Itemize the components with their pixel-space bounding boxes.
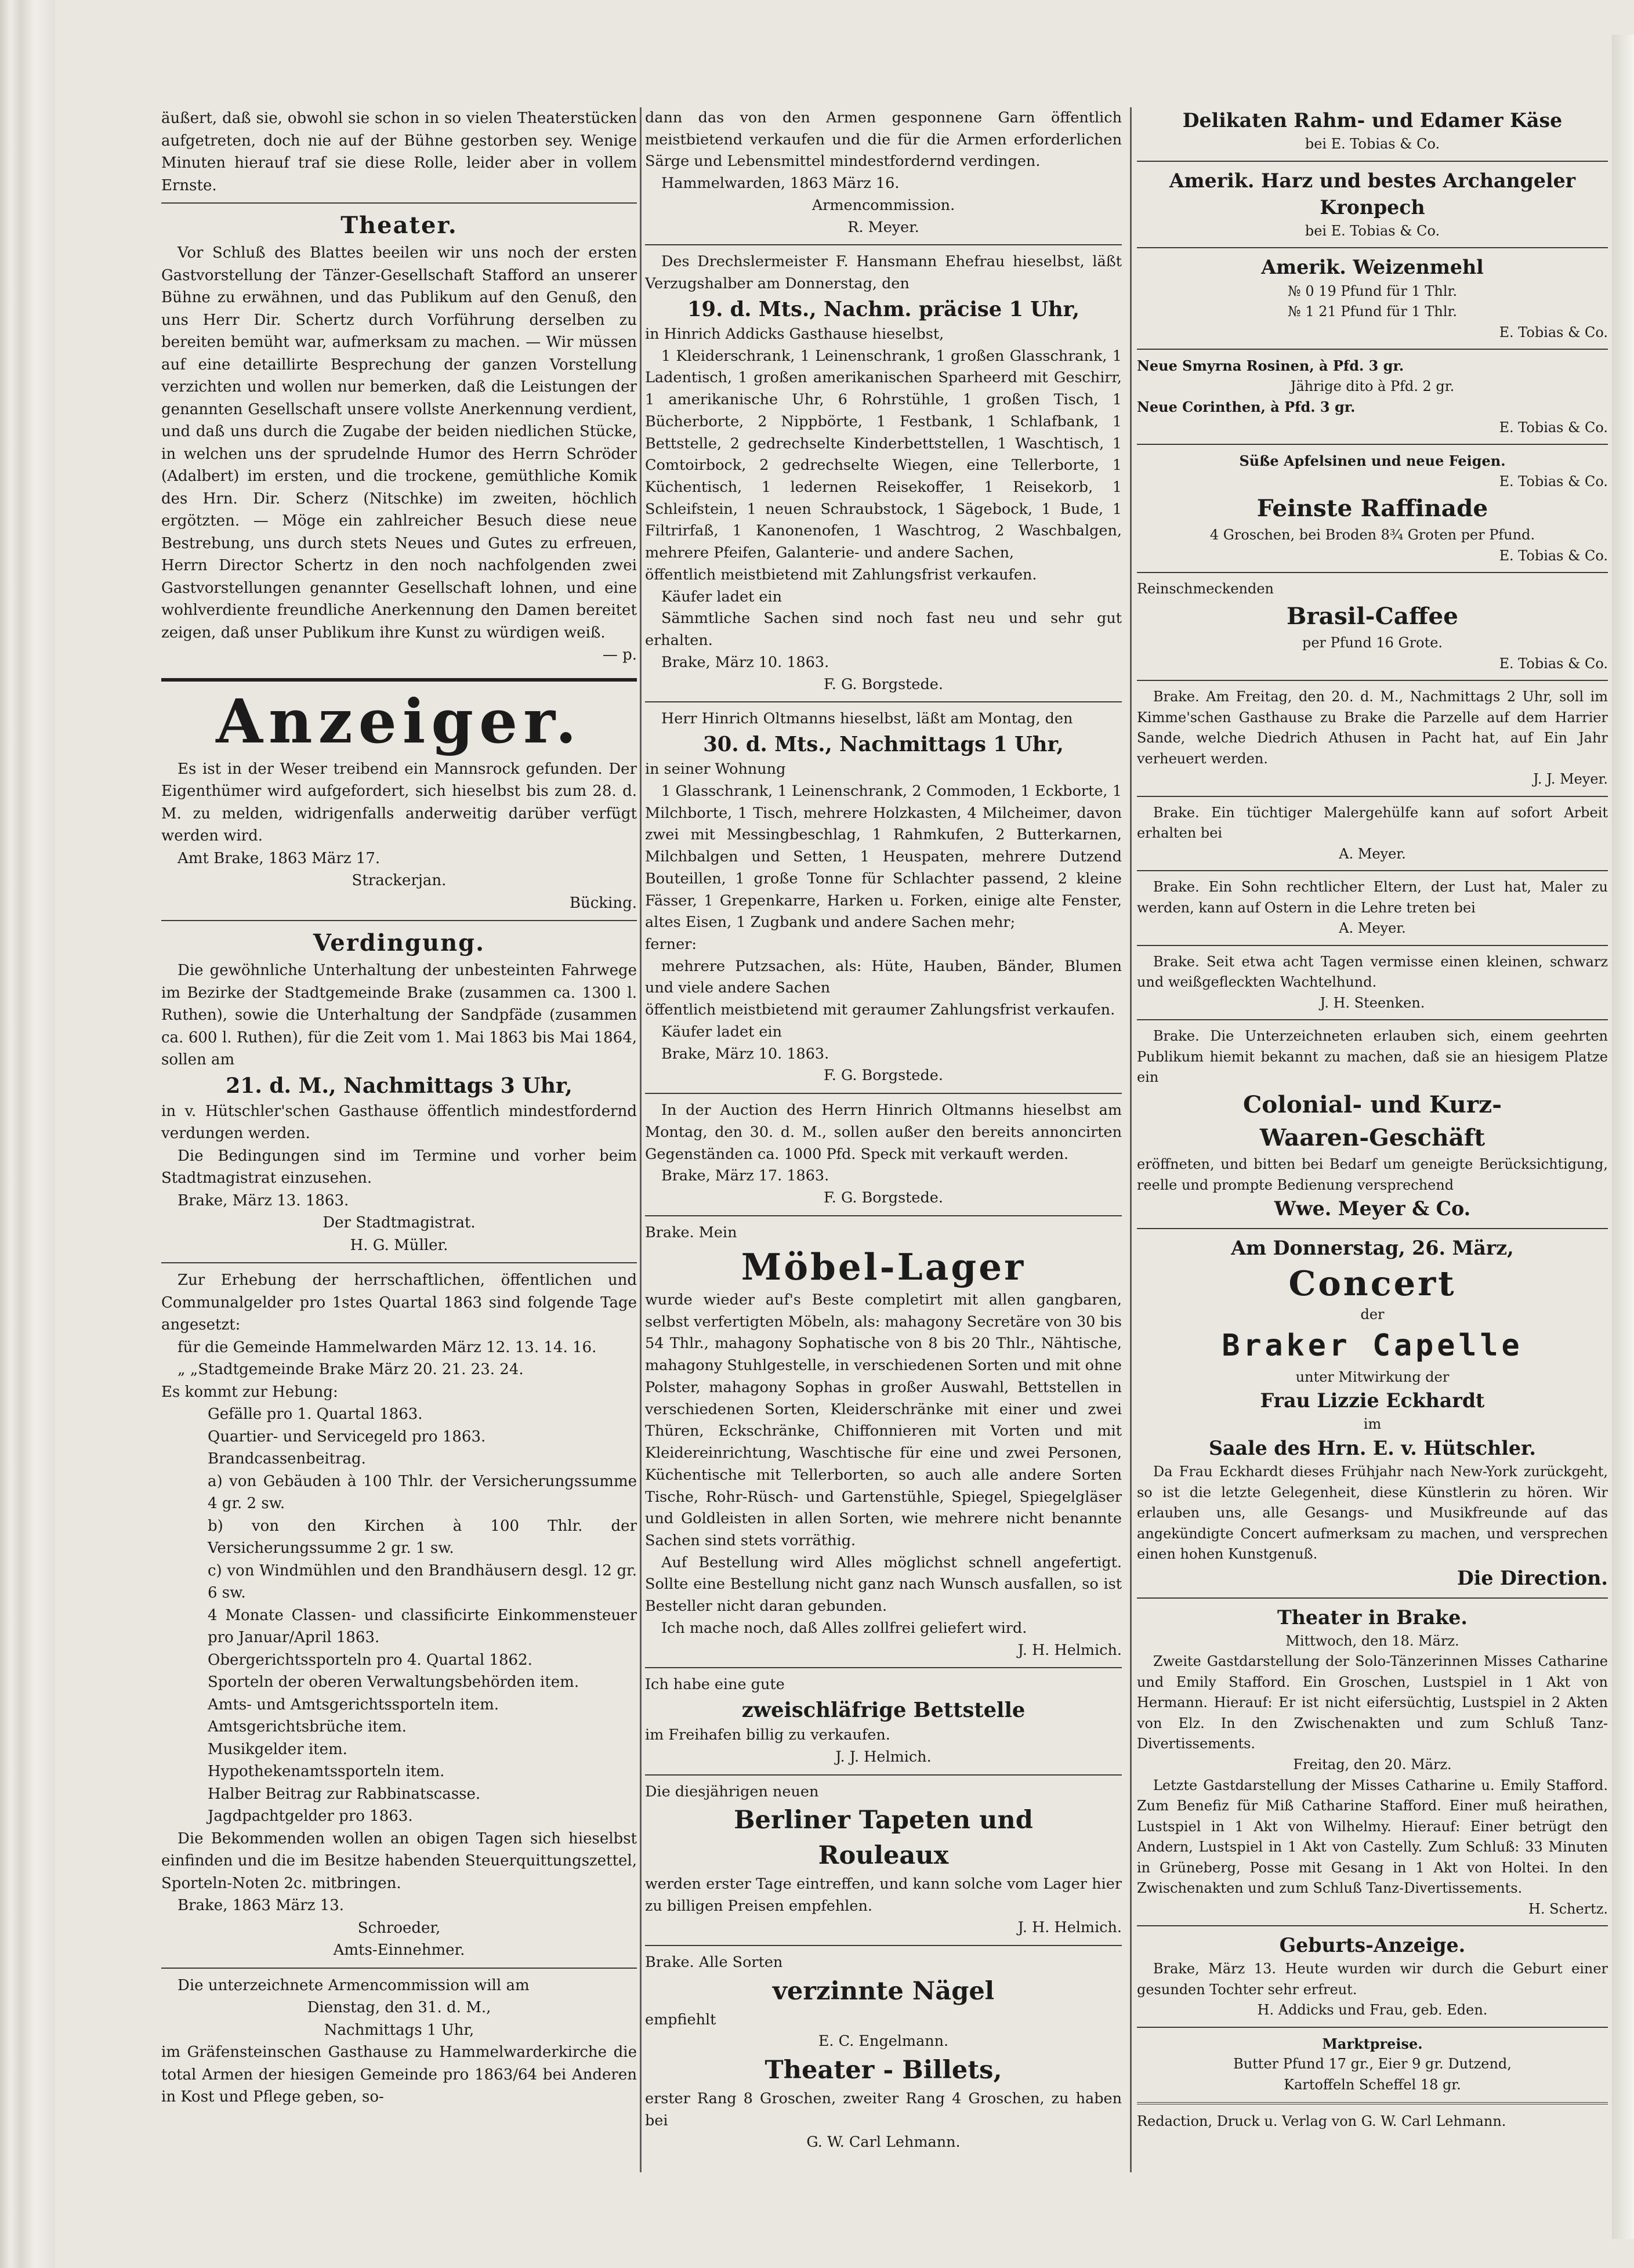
divider [1137,349,1608,350]
hund-signature: J. H. Steenken. [1320,994,1425,1011]
mehl-line-1: № 0 19 Pfund für 1 Thlr. [1288,282,1457,299]
rosinen-line: Jährige dito à Pfd. 2 gr. [1290,378,1455,394]
hund-text: Brake. Seit etwa acht Tagen vermisse einen kleinen, schwarz und weißgefleckten Wachtelhund. [1137,953,1608,991]
feigen-heading: Süße Apfelsinen und neue Feigen. [1239,452,1506,470]
list-item: Obergerichtssporteln pro 4. Quartal 1862. [208,1651,532,1669]
theater-signature: — p. [602,646,637,664]
steuer-closing: Die Bekommenden wollen an obigen Tagen sich hieselbst einfinden und die im Besitze habenden Steuerquittungszettel, Sporteln-Noten 2c. mitbringen. [161,1829,637,1892]
concert-mitwirkung: unter Mitwirkung der [1295,1368,1450,1385]
divider [1137,572,1608,573]
list-item: Gefälle pro 1. Quartal 1863. [208,1405,423,1423]
divider [161,1262,637,1263]
moebel-text-2: Auf Bestellung wird Alles möglichst schnell angefertigt. Sollte eine Bestellung nicht ganz nach Wunsch ausfallen, so ist Besteller nicht daran gebunden. [645,1553,1122,1615]
theater-brake-heading: Theater in Brake. [1277,1606,1468,1629]
theater-brake-programme-2: Letzte Gastdarstellung der Misses Catharine u. Emily Stafford. Zum Benefiz für Miß Catharine Stafford. Einer muß heirathen, Lustspiel in 1 Akt von Wilhelmy. Hierauf: Einer betrügt den Andern, Lustspiel in 1 Akt von Castelly. Zum Schluß: 33 Minuten in Grüneberg, Posse mit Gesang in 1 Akt von Holtei. In den Zwischenakten und zum Schluß Tanz-Divertissements. [1137,1777,1608,1897]
steuer-text: Zur Erhebung der herrschaftlichen, öffentlichen und Communalgelder pro 1stes Quartal 1863 sind folgende Tage angesetzt: [161,1271,637,1334]
auction-1-date: 19. d. Mts., Nachm. präcise 1 Uhr, [687,297,1079,321]
parzelle-text: Brake. Am Freitag, den 20. d. M., Nachmittags 2 Uhr, soll im Kimme'schen Gasthause zu Brake die Parzelle auf dem Harrier Sande, welche Diedrich Athusen in Pacht hat, auf Ein Jahr verheuert werden. [1137,689,1608,767]
divider [1137,247,1608,248]
auction-3-text: In der Auction des Herrn Hinrich Oltmanns hieselbst am Montag, den 30. d. M., sollen außer den bereits annoncirten Gegenständen ca. 1000 Pfd. Speck mit verkauft werden. [645,1102,1122,1163]
theater-brake-signature: H. Schertz. [1528,1900,1608,1917]
billets-text: erster Rang 8 Groschen, zweiter Rang 4 Groschen, zu haben bei [645,2089,1122,2129]
steuer-signature-2: Amts-Einnehmer. [333,1941,465,1959]
tapeten-heading-2: Rouleaux [818,1841,949,1871]
concert-heading: Concert [1288,1263,1457,1303]
marktpreise-heading: Marktpreise. [1322,2035,1423,2052]
tapeten-heading-1: Berliner Tapeten und [734,1806,1033,1835]
list-item: Amts- und Amtsgerichtssporteln item. [208,1695,499,1713]
moebel-signature: J. H. Helmich. [1017,1641,1122,1659]
harz-signature: bei E. Tobias & Co. [1305,222,1440,239]
list-item: Jagdpachtgelder pro 1863. [208,1807,413,1825]
lehrling-text: Brake. Ein Sohn rechtlicher Eltern, der Lust hat, Maler zu werden, kann auf Ostern in die Lehre treten bei [1137,879,1608,916]
kolonial-heading-2: Waaren-Geschäft [1259,1124,1486,1152]
steuer-item-list [161,1403,637,1828]
divider [161,920,637,921]
caffee-heading: Brasil-Caffee [1286,602,1458,630]
harz-heading: Amerik. Harz und bestes Archangeler [1169,169,1576,192]
auction-2-buyers: Käufer ladet ein [661,1023,782,1041]
list-item: Halber Beitrag zur Rabbinatscasse. [208,1785,481,1803]
geburt-text: Brake, März 13. Heute wurden wir durch die Geburt einer gesunden Tochter sehr erfreut. [1137,1961,1608,1998]
lehrling-signature: A. Meyer. [1339,920,1406,937]
auction-2-terms: öffentlich meistbietend mit geraumer Zahlungsfrist verkaufen. [645,1001,1115,1019]
bett-signature: J. J. Helmich. [835,1748,932,1766]
concert-text: Da Frau Eckhardt dieses Frühjahr nach New-York zurückgeht, so ist die letzte Gelegenheit, diese Künstlerin zu hören. Wir erlauben uns, alle Gesangs- und Musikfreunde auf das angekündigte Concert aufmerksam zu machen, und versprechen einen hohen Kunstgenuß. [1137,1463,1608,1563]
auction-1-place: Brake, März 10. 1863. [661,653,829,671]
mehl-line-2: № 1 21 Pfund für 1 Thlr. [1288,303,1457,320]
auction-1-signature: F. G. Borgstede. [824,675,943,693]
moebel-text-3: Ich mache noch, daß Alles zollfrei geliefert wird. [661,1619,1027,1637]
armen-date-1: Dienstag, den 31. d. M., [307,1999,491,2016]
auction-1-items: 1 Kleiderschrank, 1 Leinenschrank, 1 großen Glasschrank, 1 Ladentisch, 1 großen amerikanischen Sparheerd mit Geschirr, 1 amerikanische Uhr, 6 Rohrstühle, 1 großen Tisch, 1 Bücherborte, 2 Nippbörte, 1 Festbank, 1 Schlafbank, 1 Bettstelle, 2 gedrechselte Kinderbettstellen, 1 Waschtisch, 1 Comtoirbock, 2 gedrechselte Wiegen, eine Tellerborte, 1 Küchentisch, 1 ledernen Reisekoffer, 1 Reisekorb, 1 Schleifstein, 1 neuen Schraubstock, 1 Sägebock, 1 Bude, 1 Filtrirfaß, 1 Kanonenofen, 1 Waschtrog, 2 Waschbalgen, mehrere Pfeifen, Galanterie- und andere Sachen, [645,347,1122,562]
concert-signature: Die Direction. [1457,1566,1608,1589]
intro-text: äußert, daß sie, obwohl sie schon in so vielen Theaterstücken aufgetreten, doch nie auf der Bühne gestorben sey. Wenige Minuten hierauf traf sie diese Rolle, leider aber in vollem Ernste. [161,110,637,194]
list-item: c) von Windmühlen und den Brandhäusern desgl. 12 gr. 6 sw. [208,1561,637,1602]
concert-der: der [1360,1306,1385,1323]
caffee-intro: Reinschmeckenden [1137,581,1274,597]
fund-notice: Es ist in der Weser treibend ein Mannsrock gefunden. Der Eigenthümer wird aufgefordert, sich hieselbst bis zum 28. d. M. zu melden, widrigenfalls anderweitig darüber verfügt werden wird. [161,760,637,845]
divider [645,1774,1122,1776]
kolonial-signature: Wwe. Meyer & Co. [1274,1197,1471,1220]
caffee-text: per Pfund 16 Grote. [1302,635,1443,651]
marktpreise-line-1: Butter Pfund 17 gr., Eier 9 gr. Dutzend, [1233,2056,1512,2073]
concert-date: Am Donnerstag, 26. März, [1231,1237,1514,1260]
rosinen-heading: Neue Smyrna Rosinen, à Pfd. 3 gr. [1137,357,1404,375]
column-2 [645,107,1122,2172]
list-item: a) von Gebäuden à 100 Thlr. der Versicherungssumme 4 gr. 2 sw. [208,1472,637,1512]
geburt-heading: Geburts-Anzeige. [1279,1934,1466,1957]
column-rule-right [1130,107,1132,2172]
section-divider [161,678,637,682]
mehl-heading: Amerik. Weizenmehl [1261,256,1484,279]
auction-2-place: Brake, März 10. 1863. [661,1045,829,1063]
fund-signature-1: Strackerjan. [352,872,447,889]
column-1 [161,107,637,2126]
divider [161,202,637,204]
auction-2-text: Herr Hinrich Oltmanns hieselbst, läßt am Montag, den [661,710,1073,728]
steuer-line-1: für die Gemeinde Hammelwarden März 12. 13. 14. 16. [177,1338,597,1356]
feigen-signature: E. Tobias & Co. [1499,473,1608,490]
auction-2-date: 30. d. Mts., Nachmittags 1 Uhr, [703,733,1064,757]
moebel-intro: Brake. Mein [645,1223,737,1241]
divider [1137,1597,1608,1599]
auction-1-terms: öffentlich meistbietend mit Zahlungsfrist verkaufen. [645,566,1037,584]
kaese-heading: Delikaten Rahm- und Edamer Käse [1182,109,1563,132]
verdingung-heading: Verdingung. [313,929,486,957]
concert-band: Braker Capelle [1222,1328,1523,1363]
divider [1137,444,1608,445]
mehl-signature: E. Tobias & Co. [1499,324,1608,340]
verdingung-text: Die gewöhnliche Unterhaltung der unbesteinten Fahrwege im Bezirke der Stadtgemeinde Brake (zusammen ca. 1300 l. Ruthen), sowie die Unterhaltung der Sandpfäde (zusammen ca. 600 l. Ruthen), für die Zeit vom 1. Mai 1863 bis Mai 1864, sollen am [161,962,637,1068]
list-item: Hypothekenamtssporteln item. [208,1763,445,1780]
divider [161,1968,637,1969]
armen-date-2: Nachmittags 1 Uhr, [324,2021,474,2039]
divider [1137,796,1608,797]
concert-venue: Saale des Hrn. E. v. Hütschler. [1209,1436,1536,1459]
theater-brake-date-2: Freitag, den 20. März. [1293,1756,1452,1773]
armen-place: Hammelwarden, 1863 März 16. [661,175,900,193]
auction-3-place: Brake, März 17. 1863. [661,1167,829,1185]
raffinade-signature: E. Tobias & Co. [1499,547,1608,564]
auction-2-items: 1 Glasschrank, 1 Leinenschrank, 2 Commoden, 1 Eckborte, 1 Milchborte, 1 Tisch, mehrere Holzkasten, 4 Milcheimer, davon zwei mit Messingbeschlag, 1 Rahmkufen, 2 Butterkarnen, Milchbalgen und Setten, 1 Heuspaten, mehrere Dutzend Bouteillen, 1 große Tonne für Schlachter passend, 2 kleine Fässer, 1 Grepenkarre, Harken u. Forken, einige alte Fenster, altes Eisen, 1 Zugbank und andere Sachen mehr; [645,782,1122,932]
auction-1-text: Des Drechslermeister F. Hansmann Ehefrau hieselbst, läßt Verzugshalber am Donnerstag, den [645,253,1122,293]
billets-heading: Theater - Billets, [765,2056,1002,2085]
auction-2-location: in seiner Wohnung [645,760,786,778]
list-item: Quartier- und Servicegeld pro 1863. [208,1428,486,1445]
theater-brake-programme-1: Zweite Gastdarstellung der Solo-Tänzerinnen Misses Catharine und Emily Stafford. Ein Groschen, Lustspiel in 1 Akt von Hermann. Hierauf: Er ist nicht eifersüchtig, Lustspiel in 2 Akten von Elz. In den Zwischenakten und zum Schluß Tanz-Divertissements. [1137,1653,1608,1752]
verdingung-signature-2: H. G. Müller. [350,1236,448,1254]
moebel-heading: Möbel-Lager [741,1245,1026,1288]
armen-continued: dann das von den Armen gesponnene Garn öffentlich meistbietend verkaufen und die für die Armen erforderlichen Särge und Lebensmittel mindestfordernd verdingen. [645,109,1122,171]
armen-signature-1: Armencommission. [811,196,955,214]
imprint: Redaction, Druck u. Verlag von G. W. Carl Lehmann. [1137,2113,1506,2130]
verdingung-text-2: in v. Hütschler'schen Gasthause öffentlich mindestfordernd verdungen werden. [161,1102,637,1142]
fund-signature-2: Bücking. [569,894,637,912]
divider [645,1667,1122,1668]
anzeiger-heading: Anzeiger. [216,685,582,757]
kolonial-text: Brake. Die Unterzeichneten erlauben sich, einem geehrten Publikum hiemit bekannt zu machen, daß sie an hiesigem Platze ein [1137,1028,1608,1086]
raffinade-text: 4 Groschen, bei Broden 8¾ Groten per Pfund. [1209,527,1535,544]
divider [1137,1228,1608,1229]
divider [1137,2027,1608,2028]
list-item: 4 Monate Classen- und classificirte Einkommensteuer pro Januar/April 1863. [208,1606,637,1646]
divider [645,701,1122,702]
theater-review: Vor Schluß des Blattes beeilen wir uns noch der ersten Gastvorstellung der Tänzer-Gesellschaft Stafford an unserer Bühne zu erwähnen, und das Publikum auf den Genuß, den uns Herr Dir. Schertz durch Vorführung derselben zu bereiten bemüht war, aufmerksam zu machen. — Wir müssen auf eine detaillirte Besprechung der ganzen Vorstellung verzichten und wollen nur bemerken, daß die Leistungen der genannten Gesellschaft unsere vollste Anerkennung verdient, und daß uns durch die Zugabe der beiden niedlichen Stücke, in welchen uns der sprudelnde Humor des Herrn Schröder (Adalbert) im ersten, und die trockene, gemüthliche Komik des Hrn. Dir. Scherz (Nitschke) im zweiten, höchlich ergötzten. — Möge ein zahlreicher Besuch diese neue Bestrebung, uns durch stets Neues und Gutes zu erfreuen, Herrn Director Schertz in den noch nachfolgenden zwei Gastvorstellungen genannter Gesellschaft lohnen, und eine wohlverdiente freundliche Anerkennung den Damen bereitet zeigen, daß unser Publikum ihre Kunst zu würdigen weiß. [161,244,637,642]
maler-text: Brake. Ein tüchtiger Malergehülfe kann auf sofort Arbeit erhalten bei [1137,804,1608,842]
bett-heading: zweischläfrige Bettstelle [741,1698,1026,1723]
bett-intro: Ich habe eine gute [645,1676,785,1694]
steuer-signature-1: Schroeder, [357,1919,441,1937]
concert-soloist: Frau Lizzie Eckhardt [1260,1389,1485,1412]
verdingung-date: 21. d. M., Nachmittags 3 Uhr, [226,1073,573,1098]
auction-1-location: in Hinrich Addicks Gasthause hieselbst, [645,325,944,343]
column-3 [1137,107,1608,2166]
corinthen-heading: Neue Corinthen, à Pfd. 3 gr. [1137,398,1356,416]
auction-3-signature: F. G. Borgstede. [824,1189,943,1207]
tapeten-signature: J. H. Helmich. [1017,1919,1122,1937]
tapeten-text: werden erster Tage eintreffen, und kann solche vom Lager hier zu billigen Preisen empfehlen. [645,1875,1122,1915]
divider [1137,680,1608,681]
steuer-place: Brake, 1863 März 13. [177,1897,345,1914]
list-item: Musikgelder item. [208,1740,347,1758]
corinthen-signature: E. Tobias & Co. [1499,419,1608,436]
column-rule-left [640,107,642,2172]
fund-place: Amt Brake, 1863 März 17. [177,849,381,867]
verdingung-place: Brake, März 13. 1863. [177,1191,349,1209]
divider [645,1215,1122,1216]
naegel-text: empfiehlt [645,2010,716,2028]
divider [645,244,1122,245]
parzelle-signature: J. J. Meyer. [1533,771,1608,788]
divider [1137,161,1608,162]
naegel-signature: E. C. Engelmann. [818,2032,949,2050]
list-item: b) von den Kirchen à 100 Thlr. der Versicherungssumme 2 gr. 1 sw. [208,1517,637,1557]
page-edge [1612,35,1634,2239]
divider [1137,1925,1608,1926]
list-item: Sporteln der oberen Verwaltungsbehörden item. [208,1673,579,1691]
list-item: Brandcassenbeitrag. [208,1450,366,1468]
theater-brake-date-1: Mittwoch, den 18. März. [1285,1632,1459,1649]
auction-2-items-2: mehrere Putzsachen, als: Hüte, Hauben, Bänder, Blumen und viele andere Sachen [645,957,1122,997]
divider [1137,945,1608,946]
auction-1-note: Sämmtliche Sachen sind noch fast neu und sehr gut erhalten. [645,610,1122,650]
naegel-intro: Brake. Alle Sorten [645,1954,783,1972]
concert-im: im [1363,1416,1382,1433]
auction-2-signature: F. G. Borgstede. [824,1067,943,1085]
divider [1137,1019,1608,1020]
armen-signature-2: R. Meyer. [847,218,919,236]
auction-1-buyers: Käufer ladet ein [661,588,782,606]
verdingung-text-3: Die Bedingungen sind im Termine und vorher beim Stadtmagistrat einzusehen. [161,1147,637,1187]
harz-heading-2: Kronpech [1320,195,1425,219]
armen-text: Die unterzeichnete Armencommission will am [177,1976,530,1994]
maler-signature: A. Meyer. [1339,845,1406,862]
tapeten-intro: Die diesjährigen neuen [645,1782,819,1800]
caffee-signature: E. Tobias & Co. [1499,655,1608,672]
binding-edge [0,0,55,2268]
moebel-text: wurde wieder auf's Beste completirt mit allen gangbaren, selbst verfertigten Möbeln, als: mahagony Secretäre von 30 bis 54 Thlr., mahagony Sophatische von 8 bis 20 Thlr., Nähtische, mahagony Stuhlgestelle, in verschiedenen Sorten und mit ohne Polster, mahagony Sophas in großer Auswahl, Bettstellen in verschiedenen Sorten, Kleiderschränke mit einer und zwei Thüren, Eckschränke, Chiffonnieren mit Vorten und mit Kleidereinrichtung, Waschtische für eine und zwei Personen, Küchentische mit Tellerborten, so auch alle andere Sorten Tische, Rohr-Rüsch- und Gartenstühle, Spiegel, Spiegelgläser und Goldleisten in allen Sorten, wie mehrere nicht benannte Sachen sind stets vorräthig. [645,1291,1122,1549]
divider [645,1093,1122,1094]
kolonial-heading-1: Colonial- und Kurz- [1242,1090,1502,1118]
divider [1137,2102,1608,2104]
kolonial-text-2: eröffneten, und bitten bei Bedarf um geneigte Berücksichtigung, reelle und prompte Bedienung versprechend [1137,1156,1608,1193]
kaese-signature: bei E. Tobias & Co. [1305,136,1440,153]
bett-text: im Freihafen billig zu verkaufen. [645,1726,890,1744]
list-item: Amtsgerichtsbrüche item. [208,1718,407,1736]
marktpreise-line-2: Kartoffeln Scheffel 18 gr. [1284,2076,1461,2093]
raffinade-heading: Feinste Raffinade [1256,494,1488,523]
divider [1137,870,1608,871]
armen-text-2: im Gräfensteinschen Gasthause zu Hammelwarderkirche die total Armen der hiesigen Gemeinde pro 1863/64 bei Anderen in Kost und Pflege geben, so- [161,2044,637,2106]
steuer-line-3: Es kommt zur Hebung: [161,1383,338,1401]
divider [645,1945,1122,1946]
steuer-line-2: „ „Stadtgemeinde Brake März 20. 21. 23. 24. [177,1361,524,1378]
naegel-heading: verzinnte Nägel [772,1976,995,2006]
geburt-signature: H. Addicks und Frau, geb. Eden. [1257,2002,1488,2019]
auction-2-ferner: ferner: [645,935,697,953]
verdingung-signature-1: Der Stadtmagistrat. [323,1214,476,1231]
theater-heading: Theater. [340,212,458,239]
billets-signature: G. W. Carl Lehmann. [806,2133,961,2151]
